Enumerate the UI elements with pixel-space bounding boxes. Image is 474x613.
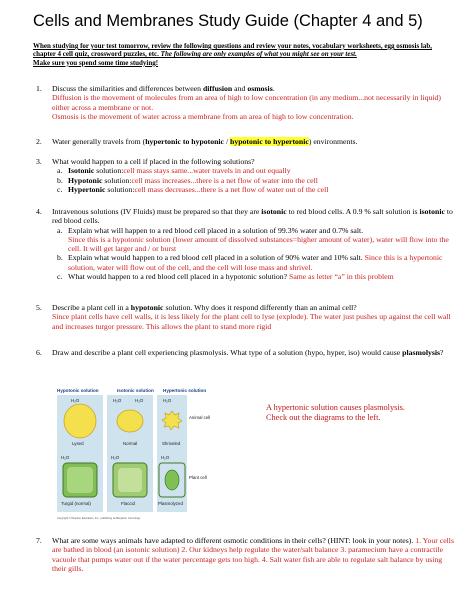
plasmolyzed-label: Plasmolyzed — [158, 501, 183, 506]
page-title: Cells and Membranes Study Guide (Chapter 4 and 5) — [33, 12, 423, 30]
answer-text: Since plant cells have cell walls, it is less likely for the plant cell to lyse (explode). The water just pushes up against the cell wall and increases turgor pressure. This allows the plant to stand more rigid — [52, 312, 451, 331]
list-item: c. What would happen to a red blood cell placed in a hypotonic solution? Same as letter “a” in this problem — [57, 272, 394, 282]
answer-text: Diffusion is the movement of molecules from an area of high to low concentration (in any medium...not necessarily in liquid) either across a membrane or not. — [52, 93, 441, 112]
highlighted-answer: hypotonic to hypertonic — [230, 137, 309, 146]
question-4: 4. Intravenous solutions (IV Fluids) must be prepared so that they are isotonic to red blood cells. A 0.9 % salt solution is isotonic to red blood cells. a. Explain what will happen to a red blood cell placed in a solution of 99.3% water and 0.7% salt. Since this is a hypotonic solution (lower amount of dissolved substances=higher amount of water), water will flow into the cell. It will get larger and / or burst b. Explain what would happen to a red blood cell placed in a solution of 90% water and 10% salt. Since this is a hypertonic solution, water will flow out of the cell, and the cell will lose mass and shrivel. c. What would happen to a red blood cell placed in a hypotonic solution? Same as letter “a” in this problem — [36, 207, 453, 282]
h2o-label: H₂O — [61, 455, 70, 460]
list-item: b. Explain what would happen to a red blood cell placed in a solution of 90% water and 10% salt. Since this is a hypertonic solution, water will flow out of the cell, and the cell will lose mass and shrivel. — [57, 253, 443, 272]
h2o-label: H₂O — [161, 455, 170, 460]
question-6-answer: A hypertonic solution causes plasmolysis. Check out the diagrams to the left. — [266, 403, 405, 422]
question-2: 2. Water generally travels from (hypertonic to hypotonic / hypotonic to hypertonic) environments. — [36, 137, 358, 146]
figure-copyright: Copyright © Pearson Education, Inc., publishing as Benjamin Cummings — [57, 517, 141, 520]
h2o-label: H₂O — [111, 455, 120, 460]
normal-cell-icon — [117, 410, 143, 432]
list-item: c. Hypertonic solution:cell mass decreases...there is a net flow of water out of the cell — [57, 184, 329, 194]
normal-label: Normal — [123, 441, 138, 446]
h2o-label: H₂O — [71, 398, 80, 403]
flaccid-label: Flaccid — [121, 501, 135, 506]
question-3: 3. What would happen to a cell if placed in the following solutions? a. Isotonic solution:cell mass stays same...water travels in and out equally b. Hypotonic solution:cell mass increases...there is a net flow of water into the cell c. Hypertonic solution:cell mass decreases...there is a net flow of water out of the cell — [36, 157, 454, 194]
list-item: a. Explain what will happen to a red blood cell placed in a solution of 99.3% water and 0.7% salt. Since this is a hypotonic solution (lower amount of dissolved substances=higher amount of water), water will flow into the cell. It will get larger and / or burst — [57, 225, 449, 254]
intro-instructions: When studying for your test tomorrow, review the following questions and review your notes, vocabulary worksheets, egg osmosis lab, chapter 4 cell quiz, crossword puzzles, etc. The following are only examples of what you might see on your test. Make sure you spend some time studying! — [33, 42, 433, 67]
header-isotonic: Isotonic solution — [117, 388, 154, 393]
turgid-vacuole — [67, 467, 93, 493]
header-hypotonic: Hypotonic solution — [57, 388, 99, 393]
question-7: 7. What are some ways animals have adapted to different osmotic conditions in their cells? (HINT: look in your notes). 1. Your cells are bathed in blood (an isotonic solution) 2. Our kidneys help regulate the water/salt balance 3. paramecium have a contractile vacuole that pumps water out if the water percentage gets too high. 4. Salt water fish are able to regulate salt balance by using their gills. — [36, 536, 454, 573]
lysed-label: Lysed — [72, 441, 84, 446]
animal-cell-label: Animal cell — [189, 415, 211, 420]
answer-text: 1. Your cells are bathed in blood (an isotonic solution) 2. Our kidneys help regulate the water/salt balance 3. paramecium have a contractile vacuole that pumps water out if the water percentage gets too high. 4. Salt water fish are able to regulate salt balance by using their gills. — [52, 536, 454, 573]
flaccid-vacuole — [118, 468, 142, 492]
list-item: b. Hypotonic solution:cell mass increases...there is a net flow of water into the cell — [57, 175, 318, 185]
question-1: 1. Discuss the similarities and differences between diffusion and osmosis. Diffusion is the movement of molecules from an area of high to low concentration (in any medium...not necessarily in liquid) either across a membrane or not. Osmosis is the movement of water across a membrane from an area of high to low concentration. — [36, 84, 441, 121]
header-hypertonic: Hypertonic solution — [163, 388, 207, 393]
h2o-label: H₂O — [163, 398, 172, 403]
shriveled-cell-icon — [162, 411, 182, 430]
osmosis-diagram-graphic — [55, 385, 221, 523]
turgid-label: Turgid (normal) — [61, 501, 91, 506]
question-5: 5. Describe a plant cell in a hypotonic solution. Why does it respond differently than an animal cell? Since plant cells have cell walls, it is less likely for the plant cell to lyse (explode). The water just pushes up against the cell wall and increases turgor pressure. This allows the plant to stand more rigid — [36, 303, 451, 331]
osmosis-diagram — [55, 385, 221, 523]
plant-cell-label: Plant cell — [189, 475, 207, 480]
h2o-label: H₂O — [113, 398, 122, 403]
answer-text: Osmosis is the movement of water across a membrane from an area of high to low concentration. — [52, 111, 354, 121]
shriveled-label: Shriveled — [162, 441, 181, 446]
lysed-cell-icon — [64, 404, 96, 438]
list-item: a. Isotonic solution:cell mass stays same...water travels in and out equally — [57, 166, 291, 176]
plasmolyzed-protoplast — [165, 470, 179, 490]
h2o-label: H₂O — [135, 398, 144, 403]
question-6: 6. Draw and describe a plant cell experiencing plasmolysis. What type of a solution (hypo, hyper, iso) would cause plasmolysis? — [36, 348, 444, 357]
